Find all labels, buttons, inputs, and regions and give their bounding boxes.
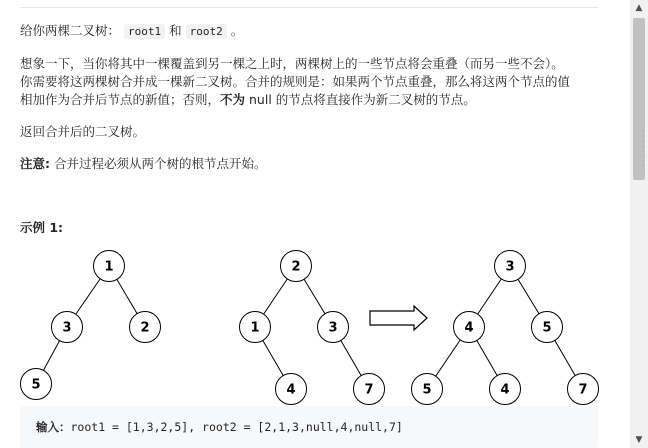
node-label: 3 xyxy=(328,320,338,336)
note-text: 合并过程必须从两个树的根节点开始。 xyxy=(50,156,267,171)
intro-text: 给你两棵二叉树： xyxy=(20,23,121,38)
intro-suffix: 。 xyxy=(230,23,244,38)
tree-node xyxy=(276,374,307,405)
trees-illustration xyxy=(0,240,618,406)
code-root2: root2 xyxy=(186,24,227,39)
merged-tree xyxy=(412,251,599,405)
tree-node xyxy=(240,312,271,343)
tree-node xyxy=(495,251,526,282)
tree-node xyxy=(52,312,83,343)
intro-paragraph xyxy=(20,22,243,41)
example-code-block xyxy=(20,406,598,448)
tree-node xyxy=(94,251,125,282)
line3-prefix: 相加作为合并后节点的新值；否则， xyxy=(20,92,221,107)
node-label: 5 xyxy=(31,377,41,393)
node-label: 5 xyxy=(542,320,552,336)
node-label: 2 xyxy=(291,259,301,275)
intro-and: 和 xyxy=(169,23,182,38)
input-value: root1 = [1,3,2,5], root2 = [2,1,3,null,4,null,7] xyxy=(70,420,403,434)
input-label: 输入： xyxy=(36,420,71,434)
tree-node xyxy=(412,374,443,405)
resize-grip[interactable] xyxy=(642,130,644,170)
line3-suffix: null 的节点将直接作为新二叉树的节点。 xyxy=(245,92,476,107)
node-label: 3 xyxy=(62,320,72,336)
vertical-scrollbar[interactable] xyxy=(630,0,648,448)
node-label: 3 xyxy=(505,259,515,275)
paragraph-line-3 xyxy=(20,91,476,109)
divider xyxy=(20,7,598,8)
tree2 xyxy=(240,251,385,405)
tree-node xyxy=(281,251,312,282)
example-title: 示例 1: xyxy=(20,220,64,235)
node-label: 2 xyxy=(140,320,150,336)
node-label: 7 xyxy=(578,382,588,398)
note-label: 注意: xyxy=(20,156,50,171)
right-arrow-icon xyxy=(370,306,427,330)
node-label: 1 xyxy=(104,259,114,275)
return-paragraph: 返回合并后的二叉树。 xyxy=(20,124,146,139)
scroll-down-icon[interactable]: ▼ xyxy=(635,435,643,445)
input-line xyxy=(36,419,403,435)
tree-node xyxy=(130,312,161,343)
node-label: 1 xyxy=(250,320,260,336)
code-root1: root1 xyxy=(124,24,165,39)
node-label: 4 xyxy=(464,320,474,336)
node-label: 4 xyxy=(500,382,510,398)
tree-node xyxy=(21,369,52,400)
node-label: 4 xyxy=(286,382,296,398)
tree-node xyxy=(454,312,485,343)
node-label: 7 xyxy=(364,382,374,398)
paragraph-line-1: 想象一下，当你将其中一棵覆盖到另一棵之上时，两棵树上的一些节点将会重叠（而另一些不会）。 xyxy=(20,56,564,71)
tree1 xyxy=(21,251,161,400)
tree-node xyxy=(318,312,349,343)
tree-node xyxy=(568,374,599,405)
tree-node xyxy=(490,374,521,405)
note-paragraph xyxy=(20,155,266,173)
scroll-up-icon[interactable]: ▲ xyxy=(635,3,643,13)
paragraph-line-2: 你需要将这两棵树合并成一棵新二叉树。合并的规则是：如果两个节点重叠，那么将这两个节点的值 xyxy=(20,74,571,89)
tree-node xyxy=(532,312,563,343)
node-label: 5 xyxy=(422,382,432,398)
tree-node xyxy=(354,374,385,405)
bold-not: 不为 xyxy=(220,92,246,107)
